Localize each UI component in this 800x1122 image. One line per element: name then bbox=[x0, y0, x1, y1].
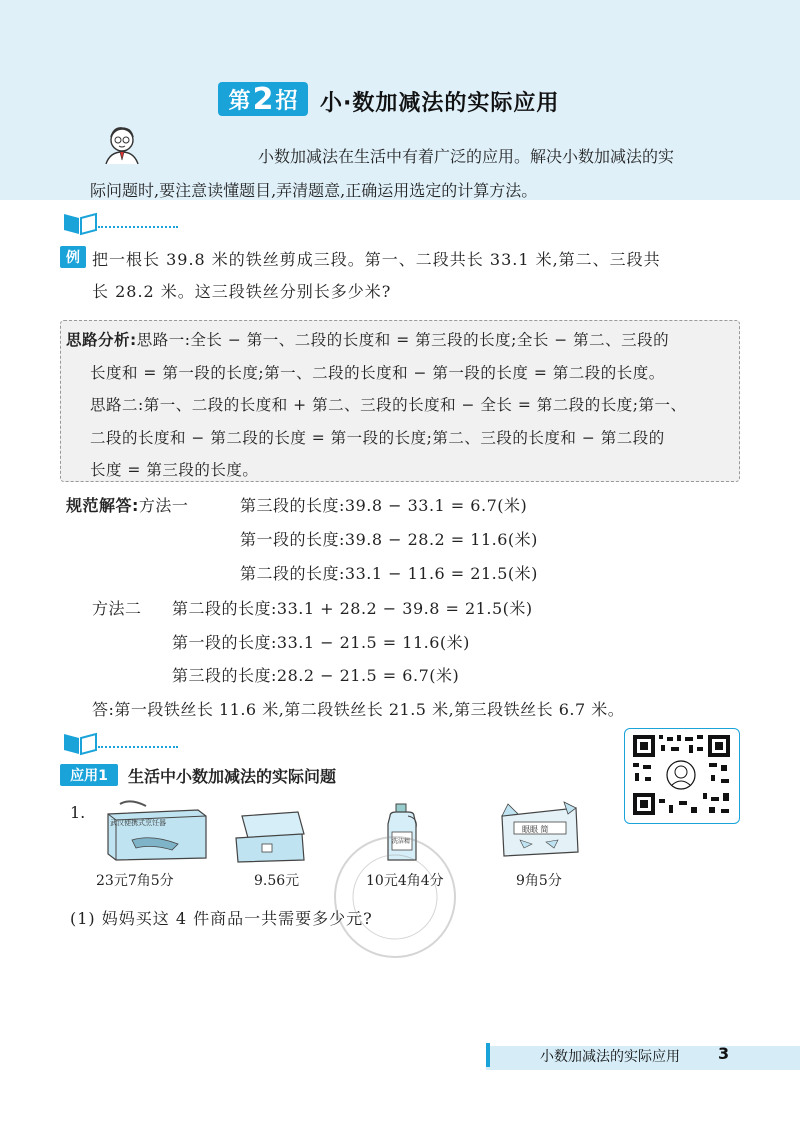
analysis-label: 思路分析: bbox=[66, 331, 137, 349]
item-number: 1. bbox=[70, 803, 86, 822]
example-badge: 例 bbox=[60, 246, 86, 268]
badge-prefix: 第 bbox=[228, 88, 251, 114]
method2-line-2: 第一段的长度:33.1 − 21.5 = 11.6(米) bbox=[172, 633, 470, 652]
analysis-line-3: 思路二:第一、二段的长度和 + 第二、三段的长度和 − 全长 = 第二段的长度;第一、 bbox=[90, 396, 687, 414]
footer-title: 小数加减法的实际应用 bbox=[540, 1049, 680, 1065]
intro-line-1: 小数加减法在生活中有着广泛的应用。解决小数加减法的实 bbox=[258, 147, 675, 166]
method1-line-2: 第一段的长度:39.8 − 28.2 = 11.6(米) bbox=[240, 530, 538, 549]
solution-label: 规范解答: bbox=[66, 496, 139, 515]
product-1-price: 23元7角5分 bbox=[96, 873, 174, 889]
qr-code-icon bbox=[625, 729, 738, 822]
page-number: 3 bbox=[718, 1044, 730, 1063]
method1-line-3: 第二段的长度:33.1 − 11.6 = 21.5(米) bbox=[240, 564, 538, 583]
example-problem bbox=[92, 244, 742, 308]
product-3-price: 10元4角4分 bbox=[366, 873, 444, 889]
analysis-text bbox=[66, 324, 736, 487]
section-divider bbox=[98, 226, 178, 228]
analysis-line-4: 二段的长度和 − 第二段的长度 = 第一段的长度;第二、三段的长度和 − 第二段的 bbox=[90, 428, 665, 447]
footer-accent-bar bbox=[486, 1043, 490, 1067]
product-1-label: 武汉便携式烹饪器 bbox=[110, 819, 166, 827]
analysis-line-2: 长度和 = 第一段的长度;第一、二段的长度和 − 第一段的长度 = 第二段的长度。 bbox=[90, 363, 665, 382]
product-4-label: 眼眼 简 bbox=[522, 825, 549, 834]
page-title: 小·数加减法的实际应用 bbox=[320, 91, 560, 116]
answer-line: 答:第一段铁丝长 11.6 米,第二段铁丝长 21.5 米,第三段铁丝长 6.7 米。 bbox=[92, 700, 625, 719]
book-icon bbox=[60, 730, 100, 756]
section-divider bbox=[98, 746, 178, 748]
watermark-stamp-icon bbox=[330, 832, 460, 962]
application-title: 生活中小数加减法的实际问题 bbox=[128, 767, 337, 786]
product-2-price: 9.56元 bbox=[254, 873, 300, 889]
stove-box-icon bbox=[102, 800, 212, 862]
method2-label: 方法二 bbox=[92, 599, 142, 618]
question-1: (1) 妈妈买这 4 件商品一共需要多少元? bbox=[70, 909, 373, 928]
badge-suffix: 招 bbox=[275, 88, 298, 114]
method1-line-1: 第三段的长度:39.8 − 33.1 = 6.7(米) bbox=[240, 496, 528, 515]
intro-paragraph bbox=[90, 140, 720, 208]
example-line-2: 长 28.2 米。这三段铁丝分别长多少米? bbox=[92, 282, 392, 301]
product-4-price: 9角5分 bbox=[516, 873, 562, 889]
book-icon bbox=[60, 210, 100, 236]
application-badge: 应用1 bbox=[60, 764, 118, 786]
product-3-label: 洗洁精 bbox=[392, 838, 411, 845]
method2-line-3: 第三段的长度:28.2 − 21.5 = 6.7(米) bbox=[172, 666, 460, 685]
badge-number: 2 bbox=[252, 81, 274, 117]
method1-label: 方法一 bbox=[138, 496, 189, 515]
example-line-1: 把一根长 39.8 米的铁丝剪成三段。第一、二段共长 33.1 米,第二、三段共 bbox=[92, 250, 661, 269]
solution-method1-row bbox=[66, 493, 188, 516]
chapter-badge bbox=[218, 82, 308, 116]
analysis-line-1: 思路一:全长 − 第一、二段的长度和 = 第三段的长度;全长 − 第二、三段的 bbox=[136, 331, 670, 349]
open-box-icon bbox=[232, 808, 308, 864]
analysis-line-5: 长度 = 第三段的长度。 bbox=[90, 461, 259, 479]
intro-line-2: 际问题时,要注意读懂题目,弄清题意,正确运用选定的计算方法。 bbox=[90, 181, 538, 200]
qr-code[interactable] bbox=[624, 728, 740, 824]
method2-line-1: 第二段的长度:33.1 + 28.2 − 39.8 = 21.5(米) bbox=[172, 599, 533, 618]
